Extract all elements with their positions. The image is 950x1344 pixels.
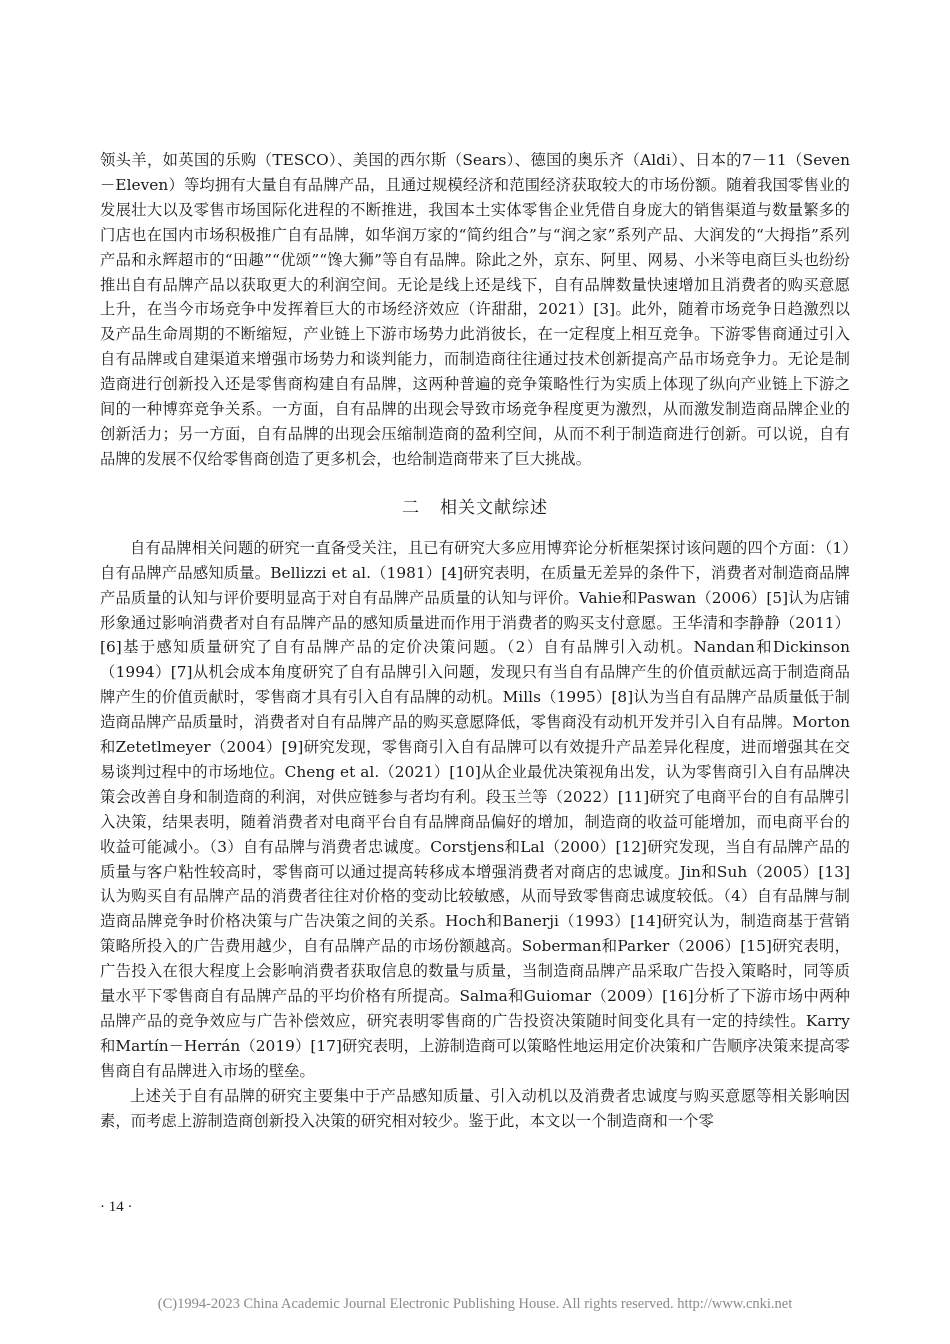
paragraph-intro-continued: 领头羊，如英国的乐购（TESCO）、美国的西尔斯（Sears）、德国的奥乐齐（Aldi）、日本的7－11（Seven－Eleven）等均拥有大量自有品牌产品，且通过规模经济和范围经济获取较大的市场份额。随着我国零售业的发展壮大以及零售市场国际化进程的不断推进，我国本土实体零售企业凭借自身庞大的销售渠道与数量繁多的门店也在国内市场积极推广自有品牌，如华润万家的“简约组合”与“润之家”系列产品、大润发的“大拇指”系列产品和永辉超市的“田趣”“优颂”“馋大狮”等自有品牌。除此之外，京东、阿里、网易、小米等电商巨头也纷纷推出自有品牌产品以获取更大的利润空间。无论是线上还是线下，自有品牌数量快速增加且消费者的购买意愿上升，在当今市场竞争中发挥着巨大的市场经济效应（许甜甜，2021）[3]。此外，随着市场竞争日趋激烈以及产品生命周期的不断缩短，产业链上下游市场势力此消彼长，在一定程度上相互竞争。下游零售商通过引入自有品牌或自建渠道来增强市场势力和谈判能力，而制造商往往通过技术创新提高产品市场竞争力。无论是制造商进行创新投入还是零售商构建自有品牌，这两种普遍的竞争策略性行为实质上体现了纵向产业链上下游之间的一种博弈竞争关系。一方面，自有品牌的出现会导致市场竞争程度更为激烈，从而激发制造商品牌企业的创新活力；另一方面，自有品牌的出现会压缩制造商的盈利空间，从而不利于制造商进行创新。可以说，自有品牌的发展不仅给零售商创造了更多机会，也给制造商带来了巨大挑战。	[100, 151, 850, 468]
copyright-footer: (C)1994-2023 China Academic Journal Electronic Publishing House. All rights reserved. http://www.cnki.net	[157, 1296, 793, 1312]
section-heading	[100, 493, 850, 523]
section-title: 相关文献综述	[440, 497, 548, 518]
article-body	[100, 148, 850, 1134]
page-number: · 14 ·	[100, 1199, 133, 1215]
section-number: 二	[402, 497, 420, 518]
paragraph-summary: 上述关于自有品牌的研究主要集中于产品感知质量、引入动机以及消费者忠诚度与购买意愿等相关影响因素，而考虑上游制造商创新投入决策的研究相对较少。鉴于此，本文以一个制造商和一个零	[100, 1086, 850, 1130]
paragraph-literature-review: 自有品牌相关问题的研究一直备受关注，且已有研究大多应用博弈论分析框架探讨该问题的四个方面：（1）自有品牌产品感知质量。Bellizzi et al.（1981）[4]研究表明，在质量无差异的条件下，消费者对制造商品牌产品质量的认知与评价要明显高于对自有品牌产品质量的认知与评价。Vahie和Paswan（2006）[5]认为店铺形象通过影响消费者对自有品牌产品的感知质量进而作用于消费者的购买支付意愿。王华清和李静静（2011）[6]基于感知质量研究了自有品牌产品的定价决策问题。（2）自有品牌引入动机。Nandan和Dickinson（1994）[7]从机会成本角度研究了自有品牌引入问题，发现只有当自有品牌产生的价值贡献远高于制造商品牌产生的价值贡献时，零售商才具有引入自有品牌的动机。Mills（1995）[8]认为当自有品牌产品质量低于制造商品牌产品质量时，消费者对自有品牌产品的购买意愿降低，零售商没有动机开发并引入自有品牌。Morton和Zetetlmeyer（2004）[9]研究发现，零售商引入自有品牌可以有效提升产品差异化程度，进而增强其在交易谈判过程中的市场地位。Cheng et al.（2021）[10]从企业最优决策视角出发，认为零售商引入自有品牌决策会改善自身和制造商的利润，对供应链参与者均有利。段玉兰等（2022）[11]研究了电商平台的自有品牌引入决策，结果表明，随着消费者对电商平台自有品牌商品偏好的增加，制造商的收益可能增加，而电商平台的收益可能减小。（3）自有品牌与消费者忠诚度。Corstjens和Lal（2000）[12]研究发现，当自有品牌产品的质量与客户粘性较高时，零售商可以通过提高转移成本增强消费者对商店的忠诚度。Jin和Suh（2005）[13]认为购买自有品牌产品的消费者往往对价格的变动比较敏感，从而导致零售商忠诚度较低。（4）自有品牌与制造商品牌竞争时价格决策与广告决策之间的关系。Hoch和Banerji（1993）[14]研究认为，制造商基于营销策略所投入的广告费用越少，自有品牌产品的市场份额越高。Soberman和Parker（2006）[15]研究表明，广告投入在很大程度上会影响消费者获取信息的数量与质量，当制造商品牌产品采取广告投入策略时，同等质量水平下零售商自有品牌产品的平均价格有所提高。Salma和Guiomar（2009）[16]分析了下游市场中两种品牌产品的竞争效应与广告补偿效应，研究表明零售商的广告投资决策随时间变化具有一定的持续性。Karry和Martín－Herrán（2019）[17]研究表明，上游制造商可以策略性地运用定价决策和广告顺序决策来提高零售商自有品牌进入市场的壁垒。	[100, 538, 850, 1080]
